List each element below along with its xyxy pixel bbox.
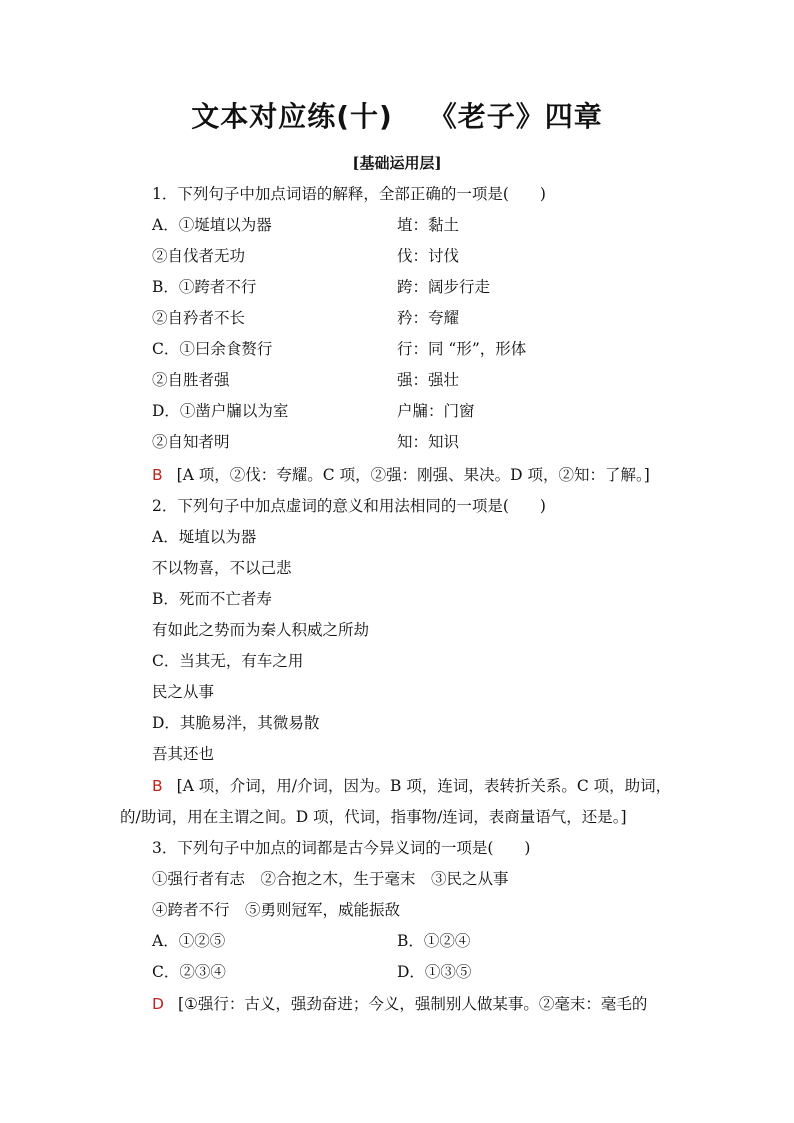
q3-answer-letter: D [152, 995, 164, 1013]
q1-option-right: 跨：阔步行走 [397, 278, 491, 296]
q3-option-a: A．①②⑤ [152, 932, 226, 950]
q1-option-right: 行：同 “形”，形体 [397, 340, 527, 358]
q2-line: 有如此之势而为秦人积威之所劫 [152, 621, 370, 639]
q1-option-right: 知：知识 [397, 433, 460, 451]
q2-answer-line [152, 776, 671, 796]
q2-stem: 2．下列句子中加点虚词的意义和用法相同的一项是( ) [152, 497, 546, 515]
q1-option-left: ②自矜者不长 [152, 309, 246, 327]
q3-option-d: D．①③⑤ [397, 963, 472, 981]
q2-line: B．死而不亡者寿 [152, 590, 272, 608]
q1-answer-line [152, 465, 650, 485]
q3-items: ①强行者有志 ②合抱之木，生于毫末 ③民之从事 [152, 870, 509, 888]
q1-option-left: C．①曰余食赘行 [152, 340, 273, 358]
q2-explanation: [A 项，介词，用/介词，因为。B 项，连词，表转折关系。C 项，助词， [176, 777, 672, 795]
q3-items: ④跨者不行 ⑤勇则冠军，威能振敌 [152, 901, 401, 919]
q2-line: 不以物喜，不以己悲 [152, 559, 292, 577]
q2-line: 吾其还也 [152, 745, 215, 763]
q1-option-left: ②自知者明 [152, 433, 230, 451]
q3-answer-line [152, 994, 647, 1014]
q1-option-left: A．①埏埴以为器 [152, 216, 272, 234]
section-heading: [基础运用层] [352, 154, 442, 172]
title-main: 文本对应练(十) [191, 100, 393, 133]
q3-stem: 3．下列句子中加点的词都是古今异义词的一项是( ) [152, 839, 531, 857]
q1-option-left: D．①凿户牖以为室 [152, 402, 289, 420]
q1-stem: 1．下列句子中加点词语的解释，全部正确的一项是( ) [152, 185, 546, 203]
title-sub: 《老子》四章 [428, 100, 603, 133]
q2-answer-letter: B [152, 777, 163, 795]
q1-option-right: 埴：黏土 [397, 216, 460, 234]
q1-explanation: [A 项，②伐：夸耀。C 项，②强：刚强、果决。D 项，②知：了解。] [176, 466, 650, 484]
q1-option-left: ②自伐者无功 [152, 247, 246, 265]
q1-option-right: 伐：讨伐 [397, 247, 460, 265]
q2-line: D．其脆易泮，其微易散 [152, 714, 320, 732]
q2-line: 民之从事 [152, 683, 215, 701]
q1-answer-letter: B [152, 466, 163, 484]
q3-option-c: C．②③④ [152, 963, 226, 981]
page-title [0, 95, 794, 135]
q1-option-right: 强：强壮 [397, 371, 460, 389]
q2-explanation-cont: 的/助词，用在主谓之间。D 项，代词，指事物/连词，表商量语气，还是。] [120, 808, 627, 826]
q2-line: A．埏埴以为器 [152, 528, 257, 546]
q3-explanation: [①强行：古义，强劲奋进；今义，强制别人做某事。②毫末：毫毛的 [177, 995, 648, 1013]
q2-line: C．当其无，有车之用 [152, 652, 304, 670]
q3-option-b: B．①②④ [397, 932, 471, 950]
q1-option-left: ②自胜者强 [152, 371, 230, 389]
q1-option-left: B．①跨者不行 [152, 278, 257, 296]
q1-option-right: 户牖：门窗 [397, 402, 475, 420]
q1-option-right: 矜：夸耀 [397, 309, 460, 327]
